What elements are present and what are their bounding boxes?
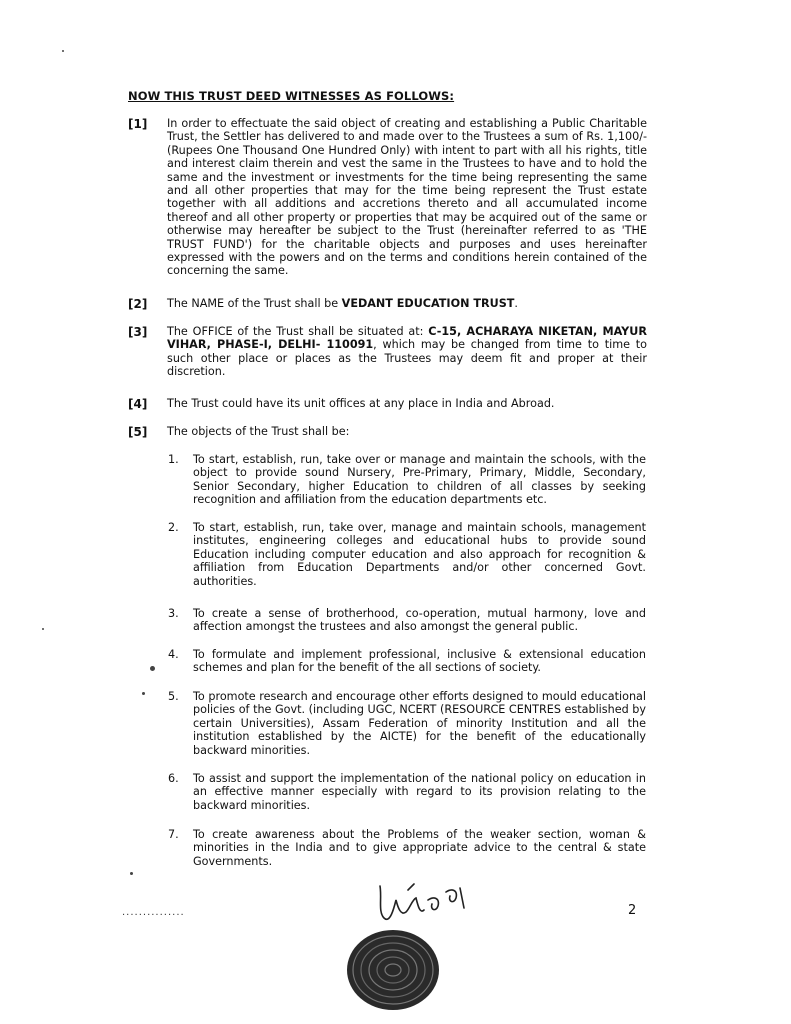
object-number: 2. <box>168 521 179 534</box>
object-text: To start, establish, run, take over or manage and maintain the schools, with the object to provide sound Nursery, Pre-Primary, Primary, Middle, Secondary, Senior Secondary, higher Education to children of all classes by seeking recognition and affiliation from the education departments etc. <box>193 453 646 507</box>
clause-text-part: , which may be changed from time to time to such other place or places as the Trustees may deem fit and proper at their discretion. <box>167 338 647 379</box>
object-number: 7. <box>168 828 179 841</box>
object-text: To formulate and implement professional, inclusive & extensional education schemes and plan for the benefit of the all sections of society. <box>193 648 646 675</box>
scan-speck <box>62 50 64 52</box>
object-number: 4. <box>168 648 179 661</box>
object-text: To start, establish, run, take over, manage and maintain schools, management institutes, engineering colleges and educational hubs to provide sound Education including computer education and also approach for recognition & affiliation from Education Departments and/or other concerned Govt. authorities. <box>193 521 646 588</box>
object-text: To promote research and encourage other efforts designed to mould educational policies of the Govt. (including UGC, NCERT (RESOURCE CENTRES established by certain Universities), Assam Federation of minority Institution and all the institution established by the AICTE) for the benefit of the educationally backward minorities. <box>193 690 646 757</box>
deed-heading: NOW THIS TRUST DEED WITNESSES AS FOLLOWS: <box>128 89 455 103</box>
clause-text <box>167 297 647 310</box>
object-number: 6. <box>168 772 179 785</box>
object-text: To create awareness about the Problems of the weaker section, woman & minorities in the India and to give appropriate advice to the central & state Governments. <box>193 828 646 868</box>
scan-speck <box>142 692 145 695</box>
trust-name: VEDANT EDUCATION TRUST <box>341 297 515 310</box>
clause-number: [4] <box>128 397 148 411</box>
clause-number: [3] <box>128 325 148 339</box>
clause-text: In order to effectuate the said object of creating and establishing a Public Charitable Trust, the Settler has delivered to and made over to the Trustees a sum of Rs. 1,100/-(Rupees One Thousand One Hundred Only) with intent to part with all his rights, title and interest claim therein and vest the same in the Trustees to have and to hold the same and the investment or investments for the time being representing the same and all other properties that may for the time being represent the Trust estate together with all additions and accretions thereto and all accumulated income thereof and all other property or properties that may be acquired out of the same or otherwise may hereafter be subject to the Trust (hereinafter referred to as 'THE TRUST FUND') for the charitable objects and purposes and uses hereinafter expressed with the powers and on the terms and conditions herein contained of the concerning the same. <box>167 117 647 278</box>
clause-text <box>167 325 647 379</box>
clause-number: [2] <box>128 297 148 311</box>
dotted-line: ............... <box>122 907 185 918</box>
scan-speck <box>130 872 133 875</box>
clause-text: The objects of the Trust shall be: <box>167 425 350 438</box>
object-number: 3. <box>168 607 179 620</box>
clause-text: The Trust could have its unit offices at any place in India and Abroad. <box>167 397 555 410</box>
clause-number: [1] <box>128 117 148 131</box>
object-text: To create a sense of brotherhood, co-operation, mutual harmony, love and affection amongst the trustees and also amongst the general public. <box>193 607 646 634</box>
scan-speck <box>42 628 44 630</box>
object-number: 5. <box>168 690 179 703</box>
scan-speck <box>150 666 155 671</box>
thumbprint-icon <box>338 918 448 1018</box>
clause-text-part: The NAME of the Trust shall be <box>167 297 342 310</box>
object-text: To assist and support the implementation of the national policy on education in an effective manner especially with regard to its provision relating to the backward minorities. <box>193 772 646 812</box>
office-address: C-15, ACHARAYA NIKETAN, MAYUR VIHAR, PHASE-I, DELHI- 110091 <box>167 325 647 352</box>
clause-text-part: . <box>514 297 518 310</box>
clause-text-part: The OFFICE of the Trust shall be situated at: <box>167 325 429 338</box>
page-number: 2 <box>628 903 637 918</box>
clause-number: [5] <box>128 425 148 439</box>
object-number: 1. <box>168 453 179 466</box>
